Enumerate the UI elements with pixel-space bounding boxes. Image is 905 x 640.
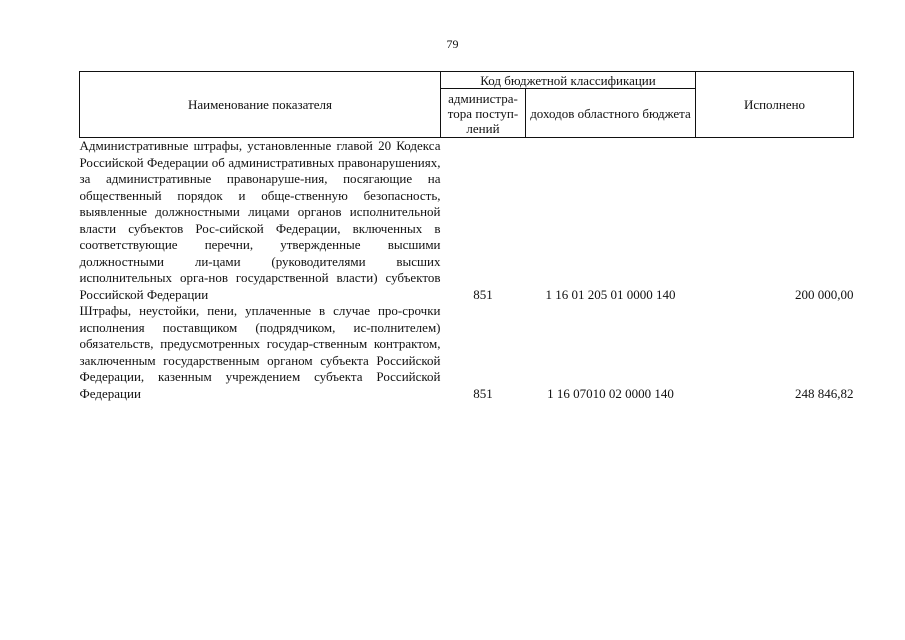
row-admin-code: 851 [473,286,493,302]
header-income: доходов областного бюджета [526,89,696,138]
header-name: Наименование показателя [80,72,441,138]
row-admin-code: 851 [473,385,493,401]
budget-table [79,71,854,402]
header-kbk-group: Код бюджетной классификации [441,72,696,89]
row-kbk-code: 1 16 01 205 01 0000 140 [545,286,676,302]
row-amount: 200 000,00 [795,286,854,302]
table-row [80,303,854,402]
page-number: 79 [446,37,459,51]
table-header [80,72,854,138]
header-admin: администра-тора поступ-лений [441,89,526,138]
row-kbk-code: 1 16 07010 02 0000 140 [547,385,674,401]
table-row [80,138,854,304]
row-name: Административные штрафы, установленные главой 20 Кодекса Российской Федерации об административных правонарушениях, за административные правонаруше-ния, посягающие на общественный порядок и обще-ственную безопасность, выявленные должностными лицами органов исполнительной власти субъектов Рос-сийской Федерации, включенных в соответствующие перечни, утвержденные высшими должностными ли-цами (руководителями высших исполнительных орга-нов государственной власти) субъектов Российской Федерации [79,138,441,302]
row-name: Штрафы, неустойки, пени, уплаченные в случае про-срочки исполнения поставщиком (подрядчиком, ис-полнителем) обязательств, предусмотренных государ-ственным контрактом, заключенным государственным органом субъекта Российской Федерации, казенным учреждением субъекта Российской Федерации [79,303,441,401]
row-amount: 248 846,82 [795,385,854,401]
header-executed: Исполнено [696,72,854,138]
